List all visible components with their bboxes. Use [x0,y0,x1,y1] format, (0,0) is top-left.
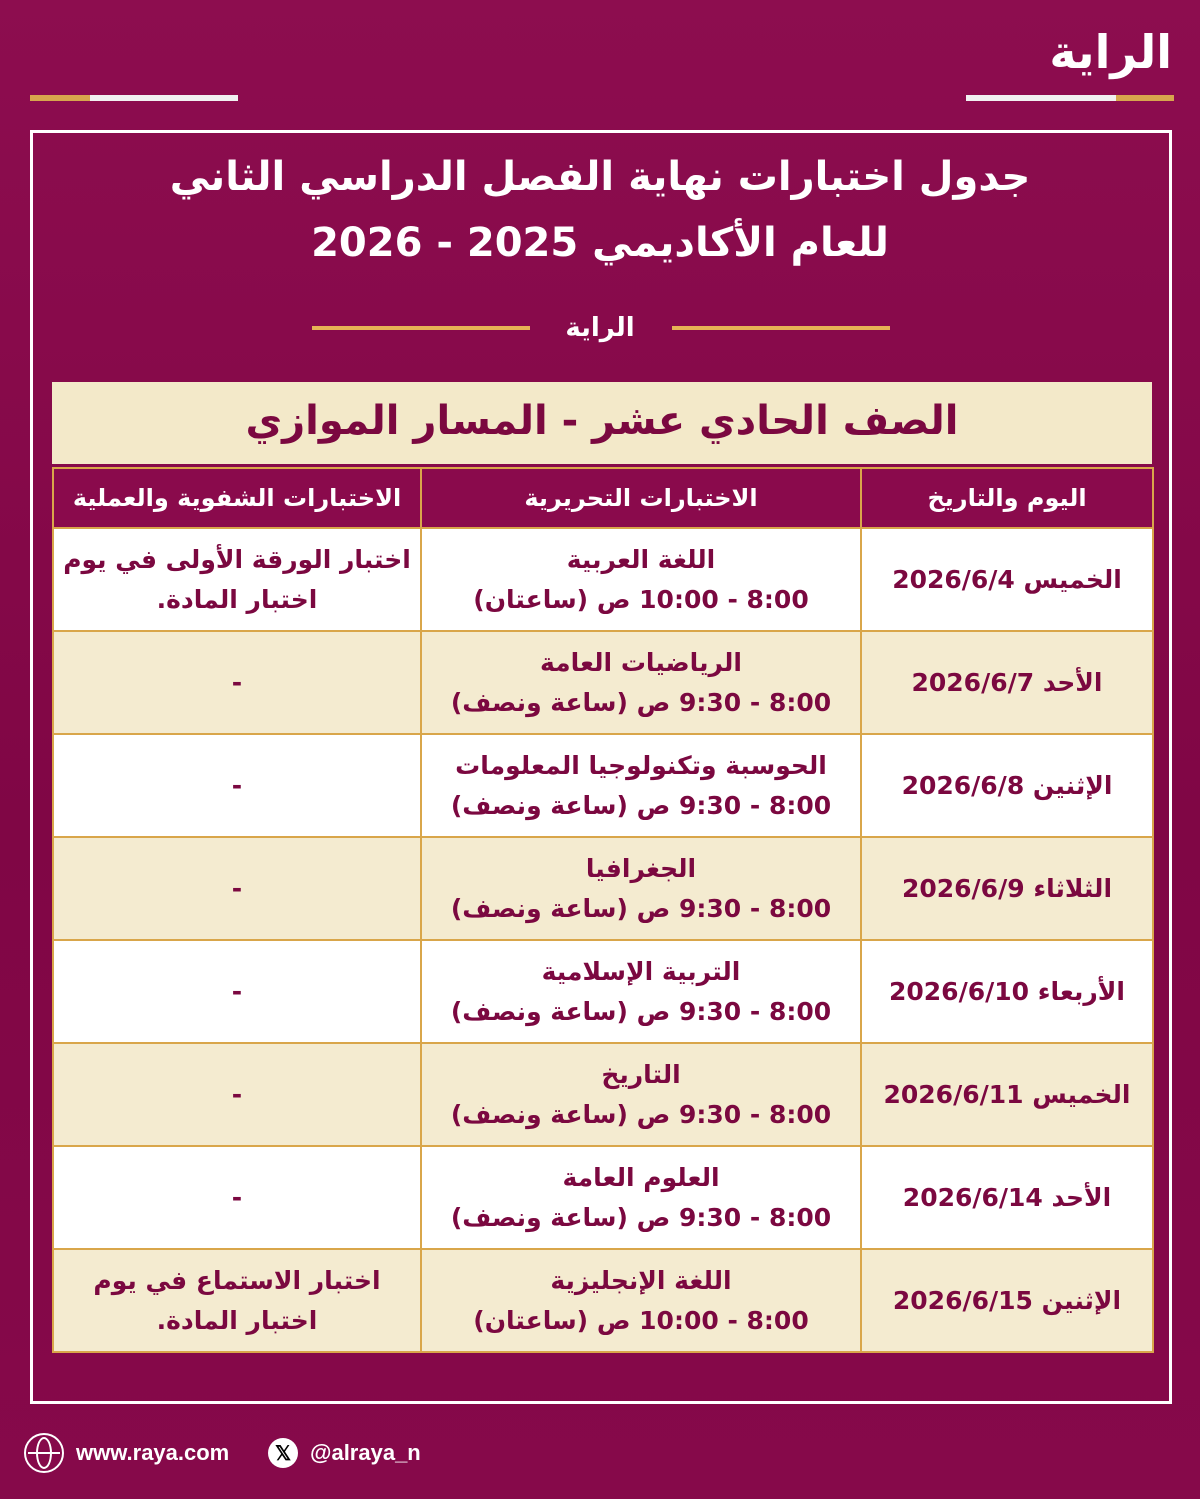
written-cell [421,631,861,734]
table-row [53,631,1153,734]
table-row [53,734,1153,837]
written-cell [421,1146,861,1249]
exam-time: 8:00 - 10:00 ص (ساعتان) [473,1305,809,1335]
page-title-line2: للعام الأكاديمي 2025 - 2026 [311,220,889,266]
written-cell [421,734,861,837]
written-cell [421,940,861,1043]
oral-cell: - [53,1043,421,1146]
written-cell [421,1043,861,1146]
day-cell: الثلاثاء 2026/6/9 [861,837,1153,940]
table-row [53,837,1153,940]
day-cell: الأحد 2026/6/7 [861,631,1153,734]
header-day: اليوم والتاريخ [861,468,1153,528]
website-link[interactable]: www.raya.com [76,1440,230,1465]
day-cell: الإثنين 2026/6/8 [861,734,1153,837]
day-cell: الخميس 2026/6/4 [861,528,1153,631]
social-handle[interactable]: @alraya_n [310,1440,421,1465]
exam-time: 8:00 - 9:30 ص (ساعة ونصف) [450,687,832,717]
oral-cell: - [53,734,421,837]
day-cell: الأربعاء 2026/6/10 [861,940,1153,1043]
written-cell [421,837,861,940]
table-row [53,1043,1153,1146]
oral-cell: - [53,631,421,734]
written-cell [421,528,861,631]
footer-social[interactable] [268,1430,421,1476]
header-written: الاختبارات التحريرية [421,468,861,528]
day-cell: الإثنين 2026/6/15 [861,1249,1153,1352]
table-header-row [53,468,1153,528]
exam-time: 8:00 - 9:30 ص (ساعة ونصف) [450,1099,832,1129]
table-row [53,940,1153,1043]
day-cell: الأحد 2026/6/14 [861,1146,1153,1249]
header-oral: الاختبارات الشفوية والعملية [53,468,421,528]
globe-icon [24,1433,64,1473]
exam-time: 8:00 - 9:30 ص (ساعة ونصف) [450,893,832,923]
subject: العلوم العامة [562,1162,720,1192]
oral-cell: - [53,940,421,1043]
footer-website[interactable] [24,1430,229,1476]
subject: اللغة العربية [566,544,716,574]
oral-cell: - [53,837,421,940]
exam-time: 8:00 - 10:00 ص (ساعتان) [473,584,809,614]
day-cell: الخميس 2026/6/11 [861,1043,1153,1146]
table-row [53,1146,1153,1249]
subject: التربية الإسلامية [541,956,741,986]
subject: الحوسبة وتكنولوجيا المعلومات [455,750,827,780]
exam-time: 8:00 - 9:30 ص (ساعة ونصف) [450,1202,832,1232]
subject: التاريخ [601,1059,681,1089]
subject: الرياضيات العامة [540,647,742,677]
oral-cell: اختبار الورقة الأولى في يوم اختبار المادة. [53,528,421,631]
brand-logo: الراية [1049,25,1172,79]
decorative-line-left [30,95,238,101]
oral-cell: اختبار الاستماع في يوم اختبار المادة. [53,1249,421,1352]
decorative-line-right [966,95,1174,101]
exam-schedule-table [52,467,1154,1353]
exam-time: 8:00 - 9:30 ص (ساعة ونصف) [450,996,832,1026]
written-cell [421,1249,861,1352]
oral-cell: - [53,1146,421,1249]
table-row [53,1249,1153,1352]
page-title-line1: جدول اختبارات نهاية الفصل الدراسي الثاني [169,154,1031,200]
class-title: الصف الحادي عشر - المسار الموازي [52,382,1152,464]
exam-time: 8:00 - 9:30 ص (ساعة ونصف) [450,790,832,820]
subject: الجغرافيا [585,853,697,883]
brand-logo-small: الراية [565,313,635,343]
table-row [53,528,1153,631]
subject: اللغة الإنجليزية [550,1265,732,1295]
x-icon: 𝕏 [268,1438,298,1468]
